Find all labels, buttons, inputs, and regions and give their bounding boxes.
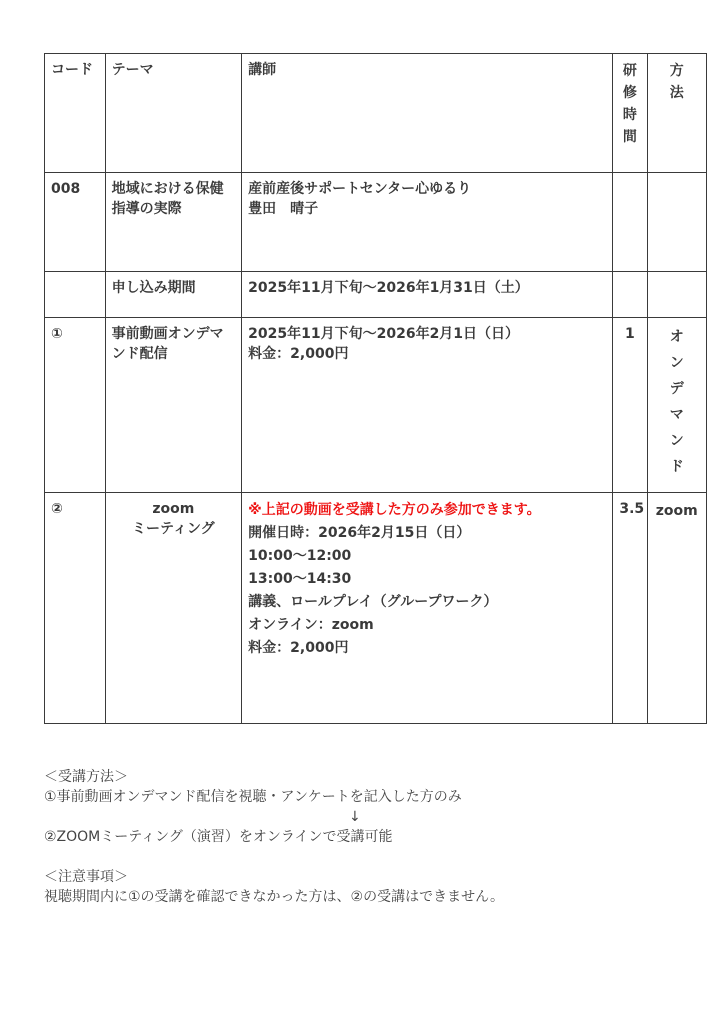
- cell-code: ②: [45, 493, 106, 724]
- cell-method-ondemand: オ ン デ マ ン ド: [647, 318, 707, 493]
- caution-title: ＜注意事項＞: [44, 869, 128, 885]
- cell-code: ①: [45, 318, 106, 493]
- header-theme: テーマ: [105, 54, 242, 173]
- cell-method-zoom: zoom: [647, 493, 707, 724]
- cell-code: 008: [45, 173, 106, 272]
- cell-theme: zoom ミーティング: [105, 493, 242, 724]
- cell-method: [647, 272, 707, 318]
- instructor-org: 産前産後サポートセンター心ゆるり: [248, 181, 472, 197]
- cell-code: [45, 272, 106, 318]
- warning-text: ※上記の動画を受講した方のみ参加できます。: [248, 502, 541, 518]
- table-row-application-period: [45, 272, 707, 318]
- cell-hours: [613, 173, 647, 272]
- cell-hours: [613, 272, 647, 318]
- how-to-title: ＜受講方法＞: [44, 769, 128, 785]
- cell-period-value: 2025年11月下旬〜2026年1月31日（土）: [242, 272, 613, 318]
- training-schedule-table: [44, 53, 707, 724]
- how-to-step2: ②ZOOMミーティング（演習）をオンラインで受講可能: [44, 829, 393, 845]
- cell-detail: 2025年11月下旬〜2026年2月1日（日） 料金：2,000円: [242, 318, 613, 493]
- cell-theme: 地域における保健指導の実際: [105, 173, 242, 272]
- header-code: コード: [45, 54, 106, 173]
- cell-detail: ※上記の動画を受講した方のみ参加できます。 開催日時：2026年2月15日（日） 10:00〜12:00 13:00〜14:30 講義、ロールプレイ（グループワーク） オンライン：zoom 料金：2,000円: [242, 493, 613, 724]
- table-row-008: [45, 173, 707, 272]
- cell-method: [647, 173, 707, 272]
- cell-hours: 3.5: [613, 493, 647, 724]
- notes-section: [44, 767, 704, 907]
- how-to-step1: ①事前動画オンデマンド配信を視聴・アンケートを記入した方のみ: [44, 789, 462, 805]
- spacer: [44, 847, 704, 867]
- header-instructor: 講師: [242, 54, 613, 173]
- table-row-ondemand: [45, 318, 707, 493]
- table-header-row: [45, 54, 707, 173]
- cell-theme: 事前動画オンデマンド配信: [105, 318, 242, 493]
- header-method: 方 法: [647, 54, 707, 173]
- cell-hours: 1: [613, 318, 647, 493]
- down-arrow-icon: ↓: [349, 809, 361, 825]
- table-row-zoom-meeting: [45, 493, 707, 724]
- caution-text: 視聴期間内に①の受講を確認できなかった方は、②の受講はできません。: [44, 889, 504, 905]
- header-training-hours: 研 修 時 間: [613, 54, 647, 173]
- instructor-name: 豊田 晴子: [248, 201, 319, 217]
- cell-instructor: [242, 173, 613, 272]
- cell-period-label: 申し込み期間: [105, 272, 242, 318]
